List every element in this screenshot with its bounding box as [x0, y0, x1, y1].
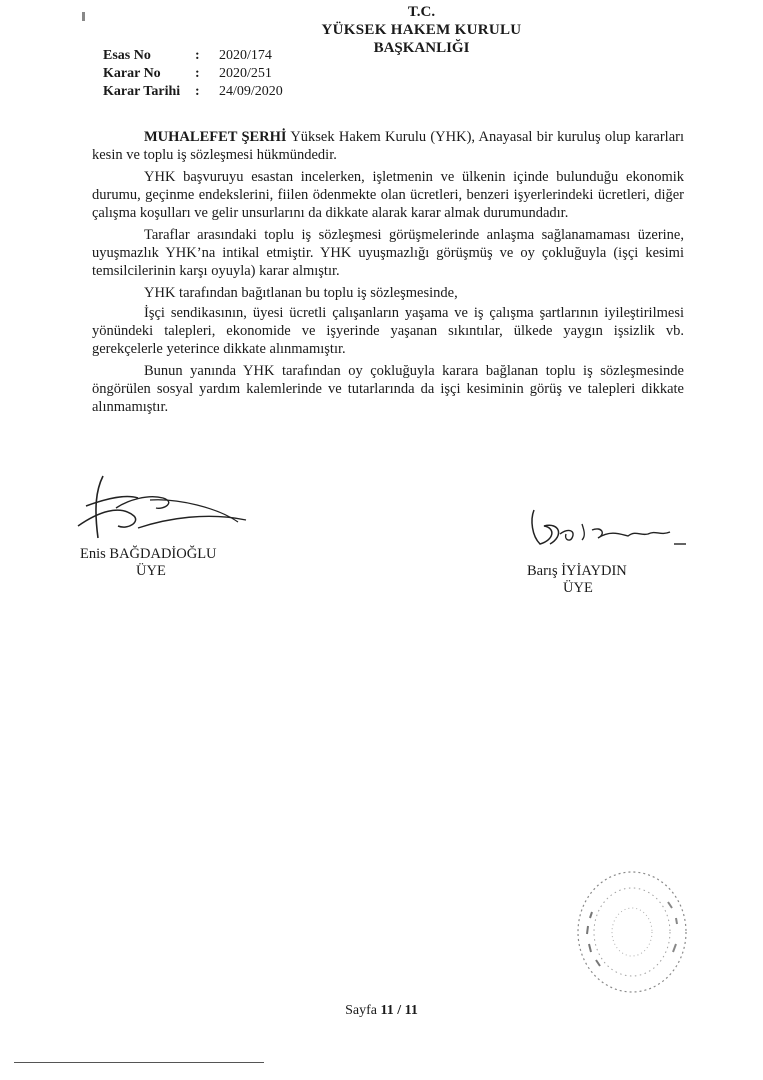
- meta-separator: :: [195, 84, 200, 99]
- page-label: Sayfa: [345, 1003, 378, 1018]
- signer-left-name: Enis BAĞDADİOĞLU: [80, 546, 217, 562]
- page-number: 11 / 11: [380, 1003, 418, 1018]
- header-organization: YÜKSEK HAKEM KURULU: [321, 22, 522, 38]
- meta-row-esas: [103, 47, 339, 65]
- paragraph-2: YHK başvuruyu esastan incelerken, işletmenin ve ülkenin içinde bulunduğu ekonomik durumu, geçinme endekslerini, fiilen ödenmekte olan ücretleri, benzeri işyerlerindeki ücretleri, diğer çalışma koşulları ve gelir unsurlarını da dikkate alarak karar almak durumundadır.: [92, 169, 684, 221]
- paragraph-1-text: Yüksek Hakem Kurulu (YHK), Anayasal bir kuruluş olup kararları kesin ve toplu iş sözleşmesi hükmündedir.: [92, 129, 685, 163]
- paragraph-5: İşçi sendikasının, üyesi ücretli çalışanların yaşama ve iş çalışma şartlarının iyileştirilmesi yönündeki talepleri, ekonomide ve işyerinde yaşanan sıkıntılar, ülkede yaygın işsizlik vb. gerekçelerle yeterince dikkate alınmamıştır.: [92, 305, 684, 357]
- meta-label: Karar Tarihi: [103, 84, 181, 99]
- bottom-rule: [14, 1062, 264, 1063]
- meta-separator: :: [195, 48, 200, 63]
- meta-value: 24/09/2020: [219, 84, 283, 99]
- signature-right-icon: [520, 500, 700, 556]
- signer-left-role: ÜYE: [136, 563, 166, 579]
- document-body: [92, 128, 684, 420]
- meta-row-karar: [103, 65, 339, 83]
- paragraph-3: Taraflar arasındaki toplu iş sözleşmesi görüşmelerinde anlaşma sağlanamaması üzerine, uyuşmazlık YHK’na intikal etmiştir. YHK uyuşmazlığı görüşmüş ve oy çokluğuyla (işçi kesimi temsilcilerinin karşı oyuyla) karar almıştır.: [92, 227, 684, 279]
- meta-separator: :: [195, 66, 200, 81]
- meta-label: Karar No: [103, 66, 161, 81]
- case-meta: [103, 47, 339, 101]
- paragraph-4: YHK tarafından bağıtlanan bu toplu iş sözleşmesinde,: [144, 285, 458, 301]
- signer-right-role: ÜYE: [563, 580, 593, 596]
- dissent-heading: MUHALEFET ŞERHİ: [144, 129, 287, 145]
- header-office: BAŞKANLIĞI: [373, 40, 470, 56]
- signature-left-icon: [68, 468, 258, 548]
- page-footer: [0, 1003, 763, 1019]
- meta-row-tarih: [103, 83, 339, 101]
- meta-value: 2020/251: [219, 66, 272, 81]
- signer-right-name: Barış İYİAYDIN: [527, 563, 627, 579]
- paragraph-1: [92, 128, 684, 164]
- header-tc: T.C.: [407, 4, 436, 20]
- paragraph-6: Bunun yanında YHK tarafından oy çokluğuyla karara bağlanan toplu iş sözleşmesinde öngörülen sosyal yardım kalemlerinde ve tutarlarında da işçi kesiminin görüş ve talepleri dikkate alınmamıştır.: [92, 363, 684, 415]
- meta-value: 2020/174: [219, 48, 272, 63]
- official-seal-icon: [570, 862, 700, 1002]
- meta-label: Esas No: [103, 48, 151, 63]
